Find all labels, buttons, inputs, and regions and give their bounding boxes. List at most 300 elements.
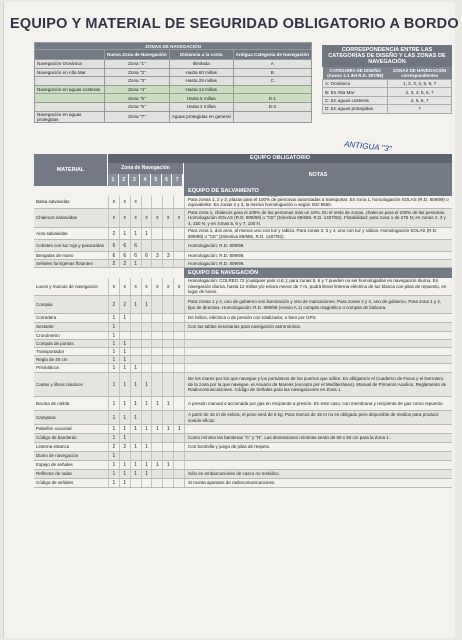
- zone-requirements: [108, 209, 184, 227]
- zone-name: Zona "1": [105, 60, 170, 69]
- zone-requirement: 1: [119, 228, 130, 239]
- equipment-table-header: [34, 154, 452, 186]
- equipment-note: Para zona 1, chalecos para el 100% de las personas más un 10%. En el resto de zonas, chalecos para el 100% de las personas. Homologación SOLAS (R.D. 809/99) o "CE" (Directiva 89/686, R.D. 1407/92). Flotabilidad: para zona 1 de 275 N; en zonas 2, 3 y 4, 150 N; y en zonas 5, 6 y 7, 100 N.: [184, 209, 452, 227]
- zone-requirement: x: [119, 278, 130, 295]
- zone-requirement: x: [108, 278, 119, 295]
- zone-requirement: [162, 364, 173, 372]
- zone-requirement: 1: [141, 296, 152, 313]
- zone-requirement: x: [162, 209, 173, 227]
- zone-requirement: [151, 196, 162, 208]
- equipment-name: Cohetes con luz roja y paracaídas: [36, 242, 105, 248]
- zone-number: 6: [162, 174, 173, 186]
- zone-requirement: [141, 411, 152, 424]
- zone-requirement: 1: [141, 228, 152, 239]
- equipment-row: [34, 364, 452, 373]
- zone-requirement: [151, 373, 162, 396]
- zone-requirement: [151, 240, 162, 251]
- equipment-note: Para zonas 1, 2 y 3, plazas para el 100% de personas autorizadas a transportar. En zona 1, homologación SOLAS (R.D. 809/99) o equivalente. En zonas 2 y 3, la misma homologación o según ISO 9650.: [184, 196, 452, 208]
- correspondence-col-zones: ZONAS DE NAVEGACIÓN correspondientes: [388, 67, 452, 80]
- equipment-name: Código de señales: [36, 480, 74, 486]
- equipment-note: De hélice, eléctrica o de presión con totalizador, o bien por GPS.: [184, 314, 452, 322]
- zone-requirement: 6: [108, 252, 119, 259]
- zone-requirement: [151, 470, 162, 478]
- zone-requirement: [141, 332, 152, 339]
- zone-requirement: [173, 411, 184, 424]
- equipment-row: [34, 425, 452, 434]
- notes-column-header: NOTAS: [184, 163, 452, 186]
- equipment-row: [34, 470, 452, 479]
- zone-requirement: [141, 196, 152, 208]
- zone-requirement: x: [141, 278, 152, 295]
- zone-requirement: 1: [108, 332, 119, 339]
- zone-requirements: [108, 356, 184, 363]
- zone-requirement: 1: [130, 228, 141, 239]
- zone-requirement: [162, 479, 173, 487]
- page-title: EQUIPO Y MATERIAL DE SEGURIDAD OBLIGATORIO A BORDO: [10, 16, 459, 32]
- zone-requirement: [151, 364, 162, 372]
- zone-requirement: [173, 373, 184, 396]
- zone-row: [35, 68, 312, 77]
- equipment-row: [34, 340, 452, 348]
- zones-col-distance: Distancia a la costa: [169, 50, 233, 60]
- zone-requirement: [141, 348, 152, 355]
- zone-name: Zona "7": [105, 111, 170, 122]
- zone-requirements: [108, 373, 184, 396]
- zone-requirement: 1: [108, 470, 119, 478]
- zone-requirement: 1: [108, 411, 119, 424]
- zone-requirement: [151, 443, 162, 451]
- zone-requirement: 1: [162, 397, 173, 410]
- equipment-row: [34, 228, 452, 240]
- zone-distance: Hasta 25 millas: [169, 77, 233, 86]
- zone-requirement: 6: [141, 252, 152, 259]
- zone-number: 5: [151, 174, 162, 186]
- zone-requirement: 1: [162, 425, 173, 433]
- equipment-note: Si monta aparatos de radiocomunicaciones.: [184, 479, 452, 487]
- equipment-name: Luces y marcas de navegación: [36, 283, 99, 289]
- zone-requirements: [108, 425, 184, 433]
- zone-requirement: [130, 323, 141, 331]
- zone-requirements: [108, 278, 184, 295]
- zone-requirements: [108, 479, 184, 487]
- zone-requirement: 1: [151, 461, 162, 469]
- design-category: D: En aguas protegidas: [323, 105, 388, 113]
- zone-name: Zona "4": [105, 85, 170, 94]
- zone-requirement: 1: [119, 479, 130, 487]
- design-category: B: En Alta Mar: [323, 88, 388, 96]
- zone-requirement: [162, 452, 173, 460]
- zone-requirement: [119, 452, 130, 460]
- equipment-note: Con bombilla y juego de pilas de respeto.: [184, 443, 452, 451]
- zone-requirement: 1: [119, 397, 130, 410]
- equipment-row: [34, 411, 452, 425]
- equipment-note: Homologación: COLREG 72 (cualquier país U.E.); para zonas 5, 6 y 7 pueden no ser homologadas en navegación diurna. En navegación diurna, hasta 12 millas y/o eslora menor de 7 m, podrá llevar linterna eléctrica de luz blanca con pilas de repuesto, en lugar de luces.: [184, 278, 452, 295]
- zone-requirement: [151, 411, 162, 424]
- equipment-row: [34, 323, 452, 332]
- zone-type: [35, 94, 105, 103]
- equipment-row: [34, 252, 452, 260]
- equipment-note: [184, 425, 452, 433]
- zone-requirement: 1: [108, 348, 119, 355]
- zone-requirement: 1: [141, 461, 152, 469]
- equipment-row: [34, 397, 452, 411]
- zone-requirement: 1: [151, 397, 162, 410]
- zone-requirements: [108, 364, 184, 372]
- zone-requirement: [173, 461, 184, 469]
- zone-requirement: [141, 240, 152, 251]
- zone-requirement: [173, 479, 184, 487]
- zone-requirement: [130, 348, 141, 355]
- handwritten-note-antigua: ANTIGUA "3": [343, 139, 392, 154]
- zone-requirement: x: [141, 209, 152, 227]
- zone-requirement: [162, 470, 173, 478]
- zone-requirement: [173, 452, 184, 460]
- equipment-name: Diario de navegación: [36, 453, 79, 459]
- zone-requirement: [141, 364, 152, 372]
- zone-requirement: [151, 260, 162, 267]
- zone-requirements: [108, 443, 184, 451]
- equipment-name: Regla de 40 cm: [36, 356, 68, 362]
- zone-requirement: 3: [162, 252, 173, 259]
- correspondence-row: [323, 105, 452, 113]
- zone-old-category: A: [233, 60, 311, 69]
- zone-requirements: [108, 397, 184, 410]
- zone-requirement: [151, 452, 162, 460]
- zone-requirement: x: [119, 209, 130, 227]
- equipment-name: Cartas y libros náuticos: [36, 381, 83, 387]
- zone-requirement: 1: [108, 452, 119, 460]
- zone-requirement: [119, 323, 130, 331]
- zone-requirement: 1: [108, 434, 119, 442]
- zone-requirement: [130, 356, 141, 363]
- zone-distance: Hasta 60 millas: [169, 68, 233, 77]
- zone-requirement: 1: [130, 425, 141, 433]
- zone-requirement: [173, 252, 184, 259]
- equipment-note: [184, 348, 452, 355]
- zone-requirement: 1: [141, 373, 152, 396]
- zone-number: 1: [108, 174, 119, 186]
- zone-requirements: [108, 196, 184, 208]
- zone-requirement: [173, 314, 184, 322]
- zone-requirement: x: [119, 196, 130, 208]
- zone-requirement: 1: [108, 425, 119, 433]
- zone-requirement: 1: [108, 364, 119, 372]
- zone-requirement: x: [130, 278, 141, 295]
- zone-type: Navegación en aguas costeras: [35, 85, 105, 94]
- zone-type: [35, 102, 105, 111]
- equipment-note: [184, 356, 452, 363]
- zone-requirement: 1: [141, 397, 152, 410]
- zone-requirement: [162, 340, 173, 347]
- zone-requirement: 1: [119, 314, 130, 322]
- zone-distance: Hasta 12 millas: [169, 85, 233, 94]
- zone-requirement: [162, 296, 173, 313]
- zone-requirement: [130, 340, 141, 347]
- zone-number: 3: [129, 174, 140, 186]
- zone-requirement: [141, 452, 152, 460]
- zones-col-new: Nueva Zona de Navegación: [105, 50, 170, 60]
- equipment-note: Homologación: R.D. 809/99.: [184, 260, 452, 267]
- zone-requirement: [173, 332, 184, 339]
- zone-requirement: [162, 356, 173, 363]
- equipment-note: Sólo en embarcaciones de casco no metálico.: [184, 470, 452, 478]
- correspondence-header: CORRESPONDENCIA ENTRE LAS CATEGORÍAS DE DISEÑO Y LAS ZONAS DE NAVEGACIÓN: [322, 45, 452, 67]
- zone-requirement: 2: [108, 228, 119, 239]
- zone-requirement: 1: [119, 364, 130, 372]
- zone-type: Navegación Oceánica: [35, 60, 105, 69]
- equipment-row: [34, 348, 452, 356]
- zone-requirement: [173, 240, 184, 251]
- equipment-note: [184, 452, 452, 460]
- equipment-name: Bengalas de mano: [36, 252, 74, 258]
- navigation-zones-table: [34, 42, 312, 123]
- zone-requirement: x: [130, 209, 141, 227]
- equipment-note: Con las tablas necesarias para navegación astronómica.: [184, 323, 452, 331]
- zone-requirement: 1: [119, 411, 130, 424]
- zone-requirement: 1: [130, 461, 141, 469]
- zone-requirement: 1: [108, 340, 119, 347]
- equipment-name: Espejo de señales: [36, 462, 73, 468]
- zone-requirement: 2: [119, 260, 130, 267]
- zone-requirement: 1: [141, 470, 152, 478]
- zone-requirement: [151, 323, 162, 331]
- equipment-name: Corredera: [36, 315, 57, 321]
- zone-requirement: [162, 332, 173, 339]
- equipment-row: [34, 443, 452, 452]
- zone-requirement: 6: [119, 240, 130, 251]
- zone-row: [35, 85, 312, 94]
- zone-name: Zona "3": [105, 77, 170, 86]
- zone-requirement: [130, 434, 141, 442]
- equipment-row: [34, 479, 452, 488]
- zone-requirement: 6: [130, 240, 141, 251]
- equipment-note: [184, 332, 452, 339]
- equipment-name: Prismáticos: [36, 365, 60, 371]
- zone-requirements: [108, 434, 184, 442]
- zone-requirement: 1: [130, 397, 141, 410]
- zone-requirement: [151, 348, 162, 355]
- correspondence-table: [322, 45, 452, 114]
- zone-requirement: [151, 479, 162, 487]
- zone-requirements: [108, 228, 184, 239]
- zone-requirement: 1: [141, 425, 152, 433]
- material-column-header: MATERIAL: [34, 154, 108, 186]
- zone-number: 4: [140, 174, 151, 186]
- zone-requirement: 1: [108, 314, 119, 322]
- equipment-note: Homologación: R.D. 809/99.: [184, 252, 452, 259]
- equipment-name: Compás de puntas: [36, 340, 74, 346]
- zone-requirement: [141, 323, 152, 331]
- zone-type: Navegación en Alta Mar: [35, 68, 105, 77]
- section-header: [34, 186, 452, 196]
- zone-requirement: [151, 356, 162, 363]
- equipment-row: [34, 209, 452, 228]
- zone-old-category: B: [233, 68, 311, 77]
- equipment-name: Señales fumígenas flotantes: [36, 260, 93, 266]
- zone-requirement: 6: [108, 240, 119, 251]
- zone-requirement: 2: [119, 443, 130, 451]
- equipment-row: [34, 240, 452, 252]
- zones-table-body: [35, 60, 312, 123]
- design-category: C: En aguas costeras: [323, 96, 388, 104]
- zone-requirements: [108, 314, 184, 322]
- matching-zones: 7: [388, 105, 452, 113]
- zone-requirement: 1: [130, 260, 141, 267]
- zone-requirement: [151, 434, 162, 442]
- zone-row: [35, 77, 312, 86]
- equipment-note: [184, 461, 452, 469]
- equipment-table-body: [34, 186, 452, 488]
- equipment-note: A presión manual o accionada por gas en recipiente a presión. En este caso, con membrana y recipiente de gas como repuesto.: [184, 397, 452, 410]
- zone-requirement: [173, 348, 184, 355]
- zone-requirements: [108, 340, 184, 347]
- zone-requirement: 1: [130, 411, 141, 424]
- equipment-name: Chalecos salvavidas: [36, 215, 78, 221]
- zone-requirement: [173, 470, 184, 478]
- equipment-note: [184, 340, 452, 347]
- zone-requirement: 1: [108, 356, 119, 363]
- correspondence-row: [323, 80, 452, 88]
- zone-requirement: 1: [162, 461, 173, 469]
- zone-requirement: [162, 260, 173, 267]
- design-category: A: Oceánica: [323, 80, 388, 88]
- zone-requirements: [108, 452, 184, 460]
- zone-requirement: x: [151, 278, 162, 295]
- correspondence-col-category: CATEGORÍA DE DISEÑO (Anexo 2.1 del R.D. 297/98): [323, 67, 388, 80]
- zone-requirement: [173, 356, 184, 363]
- zone-requirement: x: [173, 278, 184, 295]
- zone-requirement: [151, 228, 162, 239]
- matching-zones: 1, 2, 3, 4, 5, 6, 7: [388, 80, 452, 88]
- zone-requirements: [108, 296, 184, 313]
- zone-requirement: 1: [130, 443, 141, 451]
- zone-requirement: [173, 340, 184, 347]
- zone-requirement: [173, 434, 184, 442]
- zone-requirement: x: [151, 209, 162, 227]
- zone-distance: Hasta 5 millas: [169, 94, 233, 103]
- equipment-row: [34, 314, 452, 323]
- zone-requirement: 1: [119, 373, 130, 396]
- zone-name: Zona "5": [105, 94, 170, 103]
- zone-requirement: 1: [151, 425, 162, 433]
- zone-row: [35, 111, 312, 122]
- zone-requirement: 1: [173, 425, 184, 433]
- equipment-name: Bocina de niebla: [36, 400, 70, 406]
- equipment-name: Código de banderas: [36, 435, 77, 441]
- equipment-note: A partir de 15 m de eslora, el peso será de 5 kg. Para menos de 15 m no es obligado pero disponible de medios para producir sonido eficaz.: [184, 411, 452, 424]
- equipment-name: Linterna estanca: [36, 444, 70, 450]
- zone-requirement: [141, 314, 152, 322]
- zone-requirement: x: [108, 196, 119, 208]
- zone-requirements: [108, 348, 184, 355]
- zone-requirement: [162, 373, 173, 396]
- equipment-row: [34, 278, 452, 296]
- zone-requirement: [173, 364, 184, 372]
- zone-requirement: [151, 296, 162, 313]
- zone-requirement: 6: [119, 252, 130, 259]
- zone-requirement: [151, 314, 162, 322]
- zone-requirement: [141, 434, 152, 442]
- equipment-row: [34, 434, 452, 443]
- equipment-note: De los mares por los que navegue y los portulanos de los puertos que utilice. Es obligatorio el Cuaderno de Faros y el Derrotero de la zona por la que navegue, el Anuario de Mareas (excepto por el Mediterráneo), Manual de Primeros Auxilios, Reglamento de Radiocomunicaciones. Código de Señales para las navegaciones en Zona 1.: [184, 373, 452, 396]
- zone-name: Zona "6": [105, 102, 170, 111]
- zone-requirement: [162, 434, 173, 442]
- zone-requirement: x: [108, 209, 119, 227]
- equipment-name: Transportador: [36, 348, 65, 354]
- zone-requirements: [108, 411, 184, 424]
- zone-requirements: [108, 260, 184, 267]
- equipment-name: Reflector de radar: [36, 471, 73, 477]
- equipment-note: [184, 364, 452, 372]
- zone-old-category: C: [233, 77, 311, 86]
- zone-requirement: 1: [119, 340, 130, 347]
- zone-requirements: [108, 240, 184, 251]
- zone-requirement: [151, 340, 162, 347]
- zone-requirement: 1: [108, 461, 119, 469]
- zone-requirement: 1: [119, 425, 130, 433]
- equipment-name: Aros salvavidas: [36, 230, 68, 236]
- zone-name: Zona "2": [105, 68, 170, 77]
- zone-requirement: 1: [130, 296, 141, 313]
- zone-requirement: x: [130, 196, 141, 208]
- zone-distance: Aguas protegidas en general: [169, 111, 233, 122]
- correspondence-row: [323, 96, 452, 104]
- equipment-name: Pabellón nacional: [36, 426, 72, 432]
- matching-zones: 2, 3, 4, 5, 6, 7: [388, 88, 452, 96]
- zone-requirement: [162, 196, 173, 208]
- zones-table-header: ZONAS DE NAVEGACIÓN: [35, 43, 312, 50]
- section-title: EQUIPO DE SALVAMENTO: [184, 186, 452, 196]
- zone-requirement: [130, 452, 141, 460]
- zone-requirement: 2: [108, 443, 119, 451]
- zone-requirement: [173, 228, 184, 239]
- matching-zones: 4, 5, 6, 7: [388, 96, 452, 104]
- zone-requirements: [108, 323, 184, 331]
- zone-requirement: 1: [108, 373, 119, 396]
- zone-numbers: [108, 174, 183, 186]
- equipment-row: [34, 196, 452, 209]
- zone-row: [35, 60, 312, 69]
- zone-old-category: [233, 111, 311, 122]
- mandatory-equipment-title: EQUIPO OBLIGATORIO: [108, 154, 452, 163]
- zone-requirement: [173, 397, 184, 410]
- zone-requirement: 1: [119, 434, 130, 442]
- zone-requirement: [173, 296, 184, 313]
- zone-type: [35, 77, 105, 86]
- zone-requirement: 1: [119, 470, 130, 478]
- zone-requirement: 1: [130, 373, 141, 396]
- equipment-row: [34, 356, 452, 364]
- zone-requirement: [141, 260, 152, 267]
- equipment-name: Balsa salvavidas: [36, 199, 70, 205]
- zone-requirement: [130, 479, 141, 487]
- mandatory-equipment-table: [34, 154, 452, 488]
- equipment-row: [34, 373, 452, 397]
- zone-requirement: 1: [108, 479, 119, 487]
- zone-requirement: [151, 332, 162, 339]
- zone-requirement: [173, 196, 184, 208]
- zone-requirement: 1: [119, 356, 130, 363]
- zone-requirement: [119, 332, 130, 339]
- zone-requirement: [162, 323, 173, 331]
- equipment-note: Para zonas 1 y 2, uno de gobierno con iluminación y otro de marcaciones. Para zonas 3 y 4, uno de gobierno. Para zona 1 y 2, tipo de directiva. Homologación: R.D. 809/99 (Anexo A.1) compás magnético o compás de bitácora.: [184, 296, 452, 313]
- zone-requirement: 1: [130, 470, 141, 478]
- zone-requirement: [162, 314, 173, 322]
- zone-requirement: 1: [130, 364, 141, 372]
- zone-requirement: [173, 443, 184, 451]
- zone-type: Navegación en aguas protegidas: [35, 111, 105, 122]
- zone-requirement: x: [173, 209, 184, 227]
